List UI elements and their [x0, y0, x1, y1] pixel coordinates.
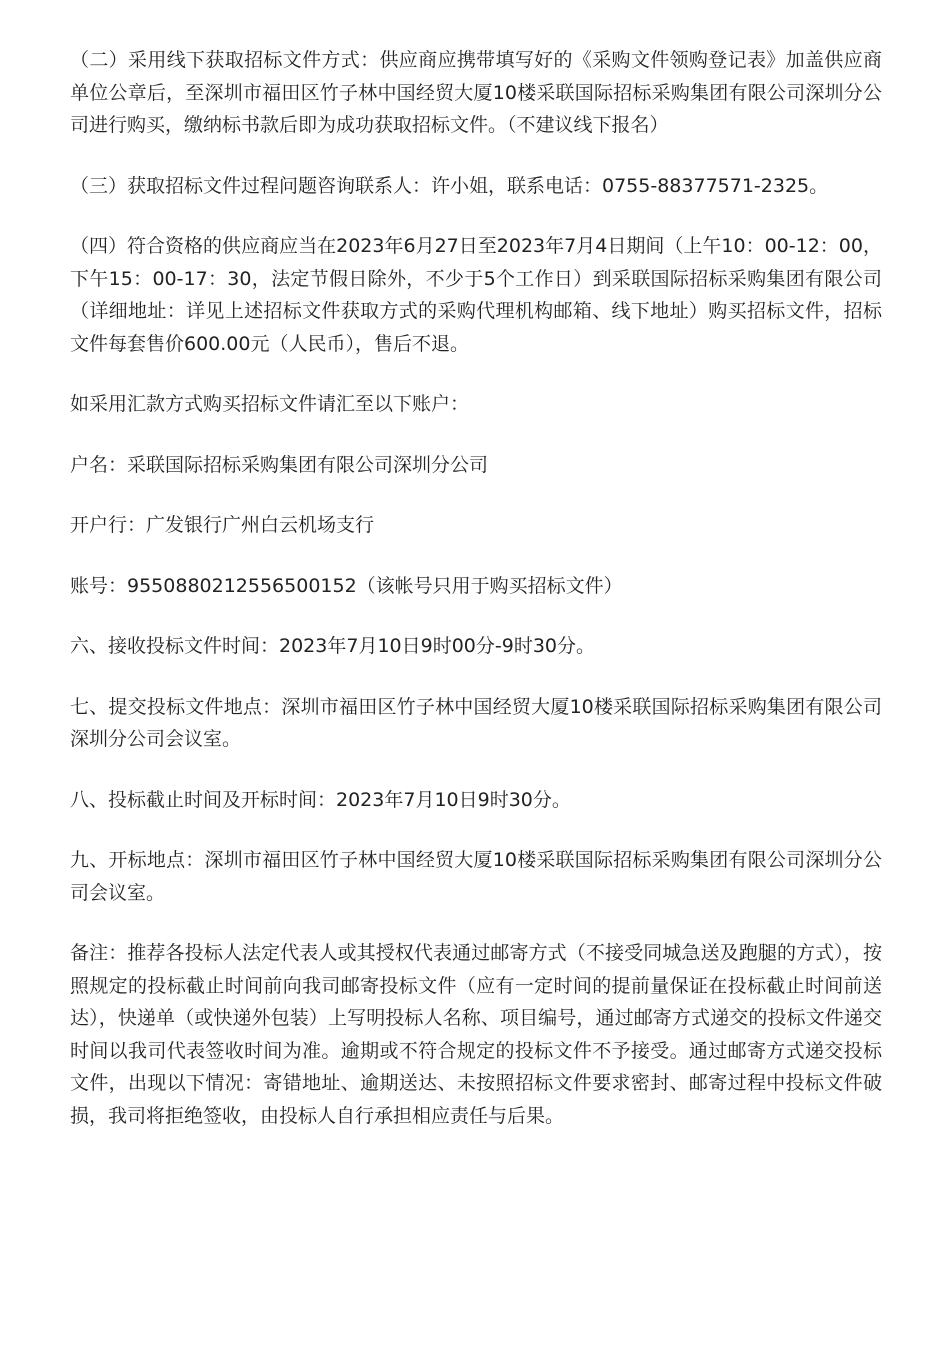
- paragraph-remarks: 备注：推荐各投标人法定代表人或其授权代表通过邮寄方式（不接受同城急送及跑腿的方式），按照规定的投标截止时间前向我司邮寄投标文件（应有一定时间的提前量保证在投标截止时间前送达），快递单（或快递外包装）上写明投标人名称、项目编号，通过邮寄方式递交的投标文件递交时间以我司代表签收时间为准。逾期或不符合规定的投标文件不予接受。通过邮寄方式递交投标文件，出现以下情况：寄错地址、逾期送达、未按照招标文件要求密封、邮寄过程中投标文件破损，我司将拒绝签收，由投标人自行承担相应责任与后果。: [70, 942, 882, 1127]
- paragraph-account-number: 账号：9550880212556500152（该帐号只用于购买招标文件）: [70, 574, 623, 597]
- paragraph-bank: 开户行：广发银行广州白云机场支行: [70, 514, 375, 536]
- paragraph-contact: （三）获取招标文件过程问题咨询联系人：许小姐，联系电话：0755-88377571-2325。: [70, 174, 829, 197]
- paragraph-offline-acquisition: （二）采用线下获取招标文件方式：供应商应携带填写好的《采购文件领购登记表》加盖供应商单位公章后，至深圳市福田区竹子林中国经贸大厦10楼采联国际招标采购集团有限公司深圳分公司进行购买，缴纳标书款后即为成功获取招标文件。（不建议线下报名）: [70, 49, 882, 136]
- document-body: [70, 44, 882, 1160]
- paragraph-bid-deadline: 八、投标截止时间及开标时间：2023年7月10日9时30分。: [70, 788, 571, 811]
- paragraph-opening-location: 九、开标地点：深圳市福田区竹子林中国经贸大厦10楼采联国际招标采购集团有限公司深圳分公司会议室。: [70, 849, 882, 904]
- paragraph-remittance-intro: 如采用汇款方式购买招标文件请汇至以下账户：: [70, 393, 470, 415]
- paragraph-account-name: 户名：采联国际招标采购集团有限公司深圳分公司: [70, 453, 489, 476]
- paragraph-bid-receipt-time: 六、接收投标文件时间：2023年7月10日9时00分-9时30分。: [70, 635, 596, 657]
- paragraph-bid-submission-location: 七、提交投标文件地点：深圳市福田区竹子林中国经贸大厦10楼采联国际招标采购集团有限公司深圳分公司会议室。: [70, 695, 882, 750]
- paragraph-purchase-period: （四）符合资格的供应商应当在2023年6月27日至2023年7月4日期间（上午10：00-12：00，下午15：00-17：30，法定节假日除外，不少于5个工作日）到采联国际招标采购集团有限公司（详细地址：详见上述招标文件获取方式的采购代理机构邮箱、线下地址）购买招标文件，招标文件每套售价600.00元（人民币），售后不退。: [70, 235, 882, 355]
